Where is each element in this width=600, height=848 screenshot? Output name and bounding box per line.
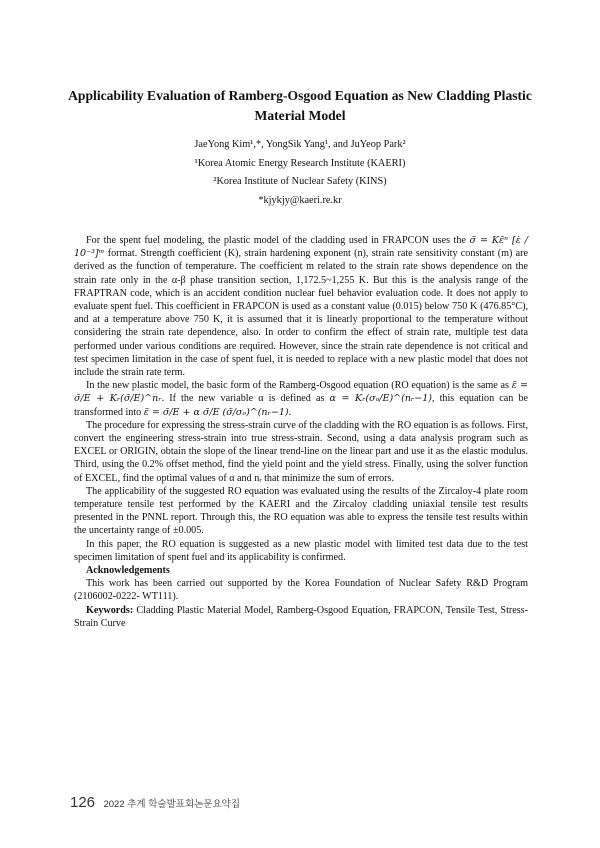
page-footer — [70, 794, 240, 812]
acknowledgements-heading: Acknowledgements — [86, 565, 170, 577]
author-block — [60, 136, 540, 210]
paragraph-5: In this paper, the RO equation is suggested as a new plastic model with limited test data due to the test specimen limitation of spent fuel and its applicability is confirmed. — [74, 538, 528, 563]
equation-ro-transformed: ε̃ = σ̃/E + α σ̃/E (σ̃/σₒ)^(nᵣ−1) — [143, 406, 289, 418]
p2-text-c: , this equation can be transformed into — [74, 393, 528, 418]
p1-text-a: For the spent fuel modeling, the plastic model of the cladding used in FRAPCON uses the — [86, 235, 466, 246]
paper-title — [60, 86, 540, 126]
abstract-body — [74, 234, 528, 630]
author-list: JaeYong Kim¹,*, YongSik Yang¹, and JuYeop Park² — [194, 139, 406, 150]
p2-text-b: . If the new variable α is defined as — [161, 393, 325, 405]
author-email: *kjykjy@kaeri.re.kr — [258, 194, 342, 206]
keywords-label: Keywords: — [86, 604, 134, 616]
paragraph-4: The applicability of the suggested RO equation was evaluated using the results of the Zircaloy-4 plate room temperature tensile test performed by the KAERI and the Zircaloy cladding uniaxial tensile test results presented in the PNNL report. Through this, the RO equation was able to express the tensile test results within the uncertainty range of ±0.005. — [74, 485, 528, 537]
p1-text-b: format. Strength coefficient (K), strain hardening exponent (n), strain rate sensitivity constant (m) are derived as the function of temperature. The coefficient m related to the strain rate shows dependence on the strain rate only in the α-β phase transition section, 1,172.5~1,255 K. But this is the analysis range of the FRAPTRAN code, which is an accident condition nuclear fuel behavior evaluation code. It does not apply to evaluate spent fuel. This coefficient in FRAPCON is used as a constant value (0.015) below 750 K (476.85°C), and at a temperature above 750 K, it is assumed that it is linearly proportional to the temperature without considering the strain rate dependence, also. In order to confirm the effect of strain rate, multiple test data performed under various conditions are required. However, since the strain rate dependence is not critical and test specimen limitation in the case of spent fuel, it is needed to replace with a new plastic model that does not include the strain rate term. — [74, 248, 529, 379]
affiliation-1: ¹Korea Atomic Energy Research Institute (KAERI) — [194, 157, 406, 169]
p2-text-a: In the new plastic model, the basic form of the Ramberg-Osgood equation (RO equation) is the same as — [86, 380, 509, 392]
conference-name: 2022 추계 학술발표회논문요약집 — [103, 799, 241, 810]
title-line-2: Material Model — [254, 108, 346, 123]
affiliation-2: ²Korea Institute of Nuclear Safety (KINS) — [213, 176, 387, 187]
paragraph-2 — [74, 379, 528, 419]
equation-frapcon: σ̃ = Kε̃ⁿ [ε̇ / 10⁻³]ᵐ — [74, 235, 529, 260]
equation-ro: ε̃ = σ̃/E + Kᵣ(σ̃/E)^nᵣ — [74, 380, 528, 405]
page-number: 126 — [70, 794, 96, 811]
acknowledgements-text: This work has been carried out supported by the Korea Foundation of Nuclear Safety R&D Program (2106002-0222- WT111). — [74, 578, 528, 603]
paragraph-3: The procedure for expressing the stress-strain curve of the cladding with the RO equation is as follows. First, convert the engineering stress-strain into true stress-strain. Second, using a data analysis program such as EXCEL or ORIGIN, obtain the slope of the linear trend-line on the linear part and use it as the elastic modulus. Third, using the 0.2% offset method, find the yield point and the yield stress. Finally, using the solver function of EXCEL, find the optimal values of α and nᵣ that minimize the sum of errors. — [74, 419, 528, 484]
p2-text-d: . — [288, 406, 292, 418]
keywords-text: Cladding Plastic Material Model, Ramberg-Osgood Equation, FRAPCON, Tensile Test, Stress-Strain Curve — [74, 604, 528, 629]
title-line-1: Applicability Evaluation of Ramberg-Osgood Equation as New Cladding Plastic — [68, 88, 532, 103]
equation-alpha: α = Kᵣ(σₒ/E)^(nᵣ−1) — [329, 393, 432, 405]
paragraph-1 — [74, 234, 528, 379]
keywords — [74, 604, 528, 630]
